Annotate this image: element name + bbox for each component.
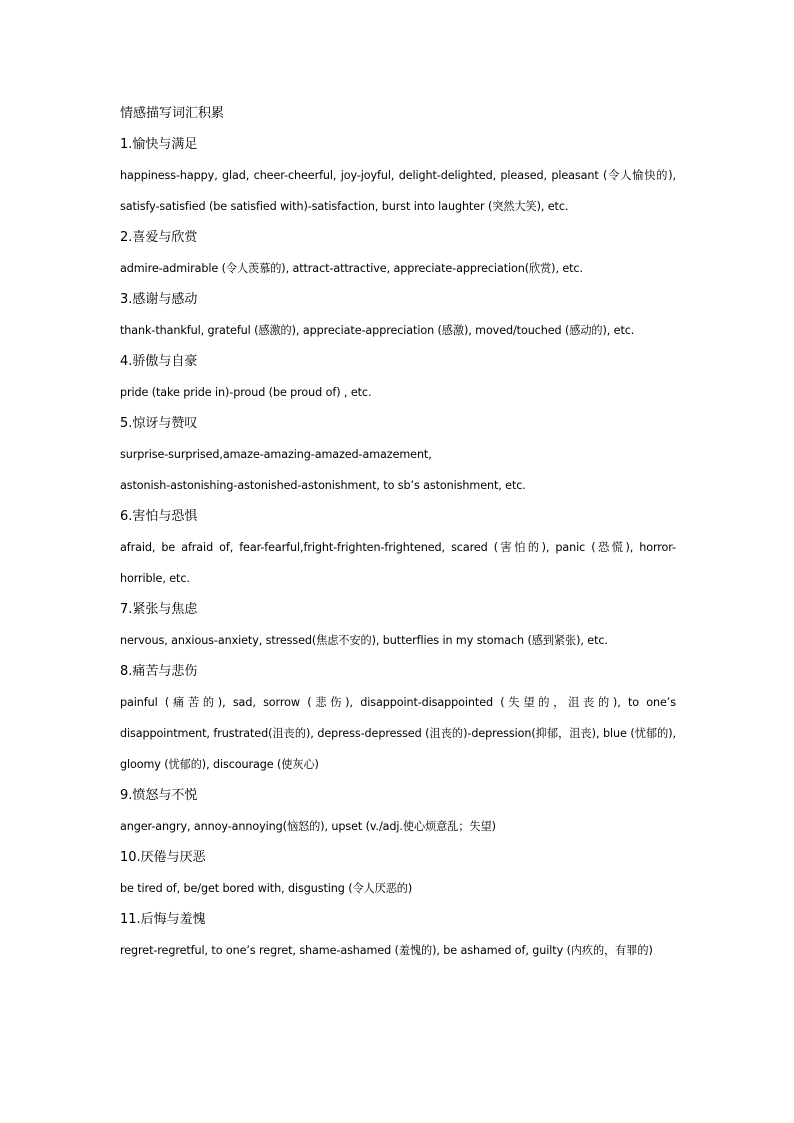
section-heading: 7.紧张与焦虑 (120, 602, 198, 617)
section-text: admire-admirable (令人羡慕的), attract-attractive, appreciate-appreciation(欣赏), etc. (120, 262, 583, 275)
section-heading: 11.后悔与羞愧 (120, 912, 206, 927)
section-heading: 6.害怕与恐惧 (120, 509, 198, 524)
document-page (120, 98, 676, 966)
document-title: 情感描写词汇积累 (120, 106, 225, 121)
section-text: painful (痛苦的), sad, sorrow (悲伤), disappoint-disappointed (失望的，沮丧的), to one’s disappointment, frustrated(沮丧的), depress-depressed (沮丧的)-depression(抑郁，沮丧), blue (忧郁的), gloomy (忧郁的), discourage (使灰心) (120, 696, 676, 771)
section-heading: 9.愤怒与不悦 (120, 788, 198, 803)
section-text: afraid, be afraid of, fear-fearful,fright-frighten-frightened, scared (害怕的), panic (恐慌), horror-horrible, etc. (120, 541, 676, 585)
section-1 (120, 129, 676, 222)
section-9 (120, 780, 676, 842)
section-heading: 1.愉快与满足 (120, 137, 198, 152)
section-heading: 10.厌倦与厌恶 (120, 850, 206, 865)
section-heading: 5.惊讶与赞叹 (120, 416, 198, 431)
section-heading: 3.感谢与感动 (120, 292, 198, 307)
section-5 (120, 408, 676, 501)
section-4 (120, 346, 676, 408)
section-2 (120, 222, 676, 284)
section-text: thank-thankful, grateful (感激的), appreciate-appreciation (感激), moved/touched (感动的), etc. (120, 324, 635, 337)
section-3 (120, 284, 676, 346)
section-8 (120, 656, 676, 780)
section-7 (120, 594, 676, 656)
section-text: astonish-astonishing-astonished-astonishment, to sb’s astonishment, etc. (120, 479, 526, 492)
section-10 (120, 842, 676, 904)
section-text: happiness-happy, glad, cheer-cheerful, joy-joyful, delight-delighted, pleased, pleasant (令人愉快的), satisfy-satisfied (be satisfied with)-satisfaction, burst into laughter (突然大笑), etc. (120, 169, 676, 213)
section-text: surprise-surprised,amaze-amazing-amazed-amazement, (120, 448, 432, 461)
section-heading: 4.骄傲与自豪 (120, 354, 198, 369)
section-heading: 2.喜爱与欣赏 (120, 230, 198, 245)
section-11 (120, 904, 676, 966)
section-text: pride (take pride in)-proud (be proud of) , etc. (120, 386, 372, 399)
section-text: regret-regretful, to one’s regret, shame-ashamed (羞愧的), be ashamed of, guilty (内疚的，有罪的) (120, 944, 653, 957)
section-6 (120, 501, 676, 594)
section-heading: 8.痛苦与悲伤 (120, 664, 198, 679)
section-text: be tired of, be/get bored with, disgusting (令人厌恶的) (120, 882, 413, 895)
section-text: nervous, anxious-anxiety, stressed(焦虑不安的), butterflies in my stomach (感到紧张), etc. (120, 634, 608, 647)
section-text: anger-angry, annoy-annoying(恼怒的), upset (v./adj.使心烦意乱；失望) (120, 820, 496, 833)
